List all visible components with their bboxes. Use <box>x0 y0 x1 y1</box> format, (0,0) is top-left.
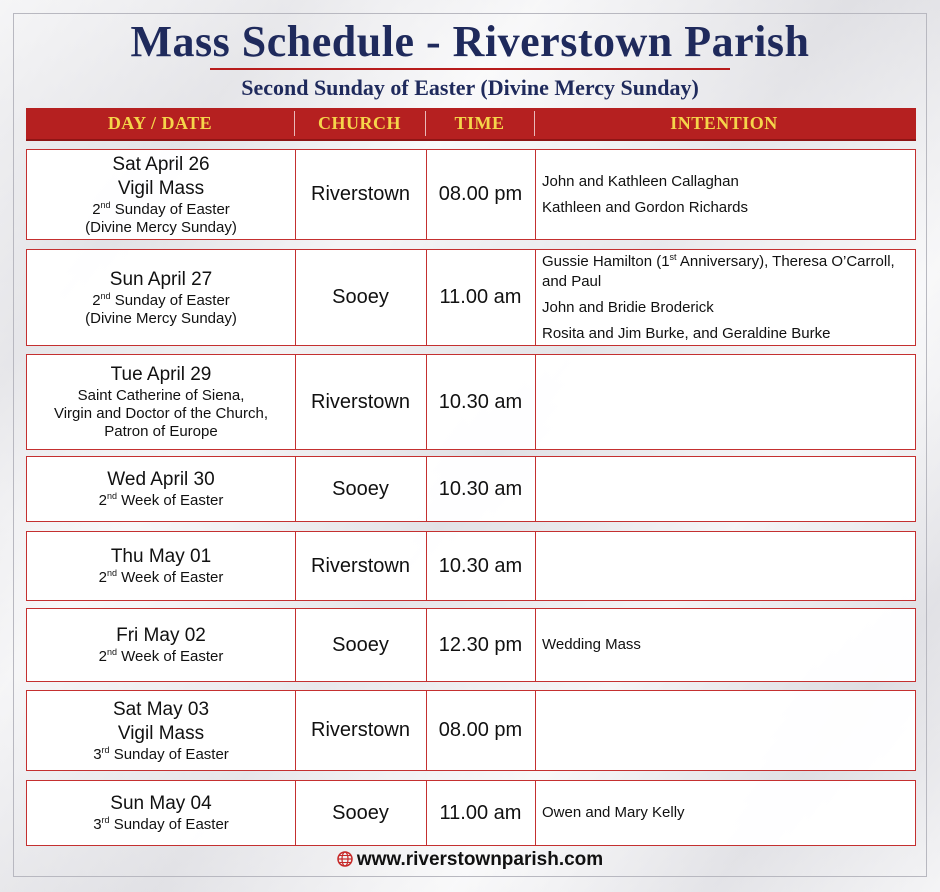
liturgical-note <box>99 569 224 587</box>
note-text: Patron of Europe <box>104 423 218 440</box>
header-church: CHURCH <box>318 113 401 133</box>
ordinal-number: 3 <box>93 816 102 833</box>
website-url: www.riverstownparish.com <box>356 849 604 870</box>
note-text: Week of Easter <box>116 492 224 509</box>
day-date-cell <box>27 781 295 845</box>
mass-time: 08.00 pm <box>438 183 523 205</box>
intention-text: Gussie Hamilton (1 <box>542 252 670 270</box>
mass-type-label: Vigil Mass <box>117 722 205 744</box>
note-text: (Divine Mercy Sunday) <box>85 218 237 236</box>
column-divider <box>535 250 536 345</box>
church-cell <box>295 691 426 770</box>
day-date-cell <box>27 355 295 449</box>
church-name: Sooey <box>332 633 389 656</box>
note-text: Week of Easter <box>116 648 224 665</box>
column-divider <box>426 150 427 239</box>
day-label: Sat May 03 <box>112 698 210 720</box>
column-divider <box>295 457 296 521</box>
day-label: Wed April 30 <box>107 469 215 490</box>
intention-cell <box>535 532 915 600</box>
column-divider <box>295 355 296 449</box>
mass-time: 10.30 am <box>438 390 523 413</box>
ordinal-number: 3 <box>93 745 102 763</box>
ordinal-number: 2 <box>98 648 107 665</box>
day-label: Thu May 01 <box>110 546 212 567</box>
church-name: Riverstown <box>311 390 410 413</box>
day-label: Fri May 02 <box>116 625 206 646</box>
note-text: Sunday of Easter <box>110 200 230 218</box>
column-divider <box>535 609 536 681</box>
column-divider <box>295 609 296 681</box>
time-cell <box>426 609 535 681</box>
ordinal-suffix: rd <box>101 744 110 755</box>
header-time: TIME <box>454 113 505 133</box>
mass-time: 11.00 am <box>439 801 522 824</box>
day-label: Tue April 29 <box>110 364 212 385</box>
note-text: Sunday of Easter <box>109 816 229 833</box>
note-text: Week of Easter <box>116 569 224 586</box>
time-cell <box>426 355 535 449</box>
liturgical-note <box>99 492 224 510</box>
church-cell <box>295 355 426 449</box>
mass-time: 12.30 pm <box>438 633 523 656</box>
page-title: Mass Schedule - Riverstown Parish <box>130 17 810 66</box>
intention-line: Kathleen and Gordon Richards <box>542 198 748 216</box>
ordinal-number: 2 <box>92 200 101 218</box>
note-text: Saint Catherine of Siena, <box>77 387 245 404</box>
church-name: Riverstown <box>311 554 410 577</box>
schedule-row <box>26 531 916 601</box>
ordinal-number: 2 <box>92 291 101 309</box>
page-subtitle: Second Sunday of Easter (Divine Mercy Sunday) <box>241 75 699 100</box>
mass-time: 10.30 am <box>438 554 523 577</box>
schedule-row <box>26 456 916 522</box>
intention-line: John and Bridie Broderick <box>542 298 714 316</box>
intention-line: John and Kathleen Callaghan <box>542 172 739 190</box>
schedule-row <box>26 354 916 450</box>
ordinal-suffix: nd <box>106 491 117 501</box>
note-text: Sunday of Easter <box>109 745 229 763</box>
column-divider <box>426 355 427 449</box>
liturgical-note <box>85 310 237 328</box>
column-divider <box>426 457 427 521</box>
day-date-cell <box>27 532 295 600</box>
day-label: Sat April 26 <box>112 153 210 175</box>
title-underline <box>210 68 730 70</box>
ordinal-number: 2 <box>98 569 107 586</box>
ordinal-suffix: st <box>669 251 677 262</box>
column-divider <box>295 691 296 770</box>
globe-icon <box>337 851 353 867</box>
intention-cell <box>535 457 915 521</box>
church-cell <box>295 250 426 345</box>
church-name: Sooey <box>332 286 389 308</box>
intention-line: Wedding Mass <box>542 636 641 653</box>
mass-time: 08.00 pm <box>438 719 523 741</box>
mass-time: 11.00 am <box>439 286 522 308</box>
time-cell <box>426 781 535 845</box>
day-date-cell <box>27 457 295 521</box>
schedule-row <box>26 780 916 846</box>
day-date-cell <box>27 609 295 681</box>
column-divider <box>535 691 536 770</box>
liturgical-note <box>93 816 229 834</box>
column-divider <box>426 781 427 845</box>
church-cell <box>295 532 426 600</box>
column-divider <box>295 532 296 600</box>
liturgical-note <box>99 648 224 666</box>
church-cell <box>295 609 426 681</box>
intention-cell <box>535 691 915 770</box>
time-cell <box>426 457 535 521</box>
church-cell <box>295 457 426 521</box>
column-divider <box>295 150 296 239</box>
church-name: Sooey <box>332 801 389 824</box>
church-name: Riverstown <box>311 719 410 741</box>
ordinal-suffix: nd <box>100 199 111 210</box>
day-label: Sun April 27 <box>109 268 213 290</box>
intention-text: Anniversary), Theresa O’Carroll, and Paul <box>542 252 895 290</box>
mass-time: 10.30 am <box>438 477 523 500</box>
column-divider <box>426 532 427 600</box>
day-date-cell <box>27 691 295 770</box>
schedule-row <box>26 249 916 346</box>
column-divider <box>426 609 427 681</box>
day-label: Sun May 04 <box>110 793 212 814</box>
column-divider <box>295 250 296 345</box>
column-divider <box>535 781 536 845</box>
ordinal-suffix: nd <box>106 647 117 657</box>
note-text: (Divine Mercy Sunday) <box>85 309 237 327</box>
liturgical-note <box>92 292 230 310</box>
column-divider <box>535 457 536 521</box>
intention-cell <box>535 355 915 449</box>
church-name: Sooey <box>332 477 389 500</box>
ordinal-suffix: nd <box>100 290 111 301</box>
schedule-row <box>26 149 916 240</box>
column-divider <box>426 691 427 770</box>
church-cell <box>295 150 426 239</box>
column-divider <box>295 781 296 845</box>
time-cell <box>426 250 535 345</box>
liturgical-note <box>85 219 237 237</box>
column-divider <box>426 250 427 345</box>
footer-website[interactable] <box>0 848 940 872</box>
intention-cell <box>535 609 915 681</box>
intention-line: Rosita and Jim Burke, and Geraldine Burke <box>542 324 831 342</box>
mass-type-label: Vigil Mass <box>117 177 205 199</box>
liturgical-note <box>104 423 217 441</box>
time-cell <box>426 150 535 239</box>
liturgical-note <box>78 387 245 405</box>
church-cell <box>295 781 426 845</box>
intention-line <box>542 252 907 292</box>
column-divider <box>535 532 536 600</box>
column-divider <box>535 150 536 239</box>
schedule-row <box>26 690 916 771</box>
ordinal-suffix: nd <box>106 568 117 578</box>
liturgical-note <box>54 405 268 423</box>
column-divider <box>535 355 536 449</box>
intention-line: Owen and Mary Kelly <box>542 804 685 821</box>
header-day-date: DAY / DATE <box>107 113 213 133</box>
time-cell <box>426 532 535 600</box>
church-name: Riverstown <box>311 183 410 205</box>
table-header <box>26 108 916 141</box>
header-intention: INTENTION <box>670 113 778 133</box>
time-cell <box>426 691 535 770</box>
ordinal-suffix: rd <box>101 815 110 825</box>
liturgical-note <box>93 746 229 764</box>
note-text: Virgin and Doctor of the Church, <box>53 405 268 422</box>
intention-cell <box>535 781 915 845</box>
intention-cell <box>535 250 915 345</box>
liturgical-note <box>92 201 230 219</box>
day-date-cell <box>27 250 295 345</box>
intention-cell <box>535 150 915 239</box>
note-text: Sunday of Easter <box>110 291 230 309</box>
ordinal-number: 2 <box>98 492 107 509</box>
day-date-cell <box>27 150 295 239</box>
schedule-row <box>26 608 916 682</box>
